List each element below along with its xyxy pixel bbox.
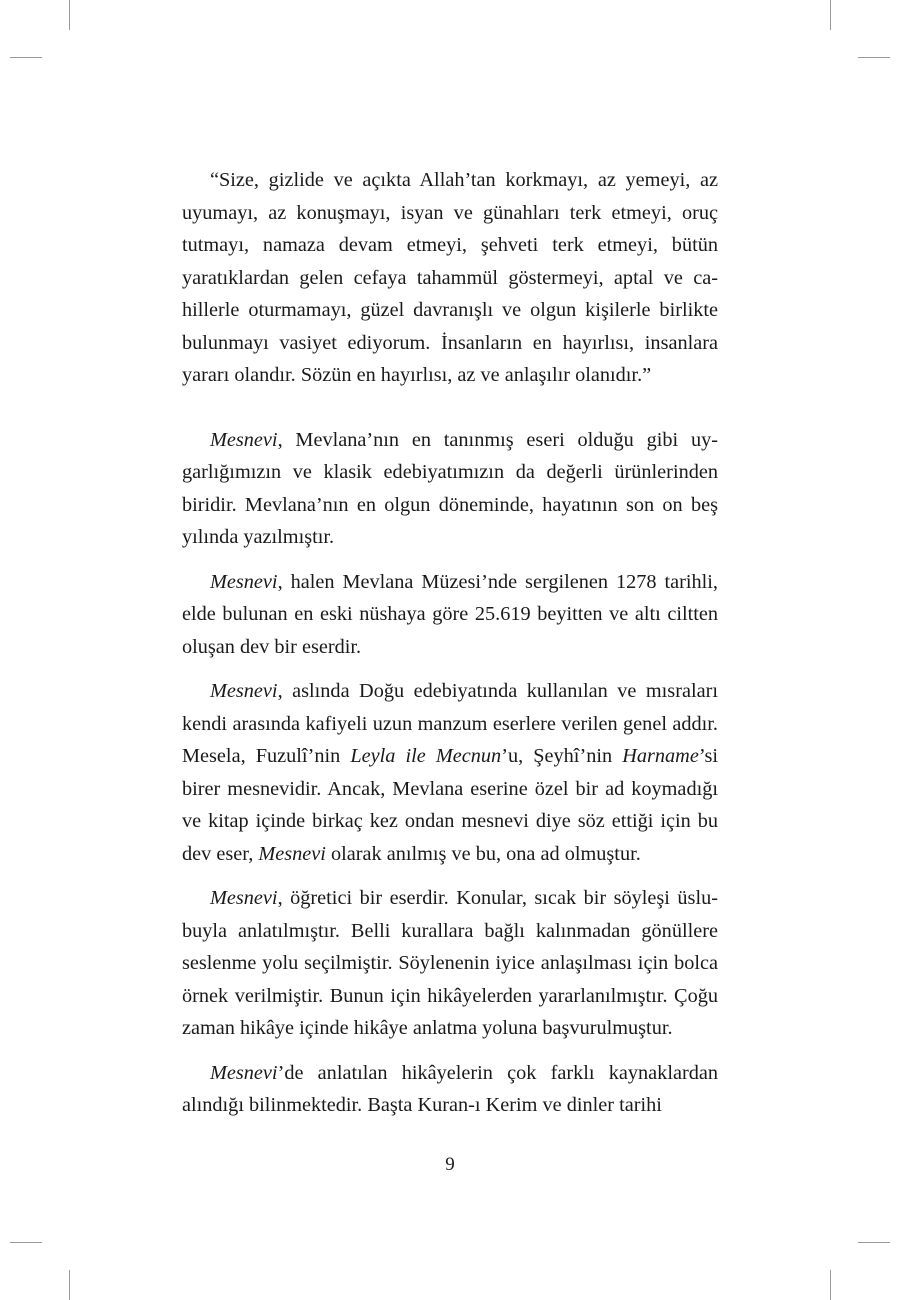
crop-mark-right-top: [858, 57, 890, 58]
crop-mark-left-top: [10, 57, 42, 58]
book-title: Mesnevi: [210, 428, 278, 451]
book-title: Mesnevi: [258, 842, 326, 865]
book-title: Mesnevi: [210, 887, 278, 909]
crop-mark-right-bottom: [858, 1242, 890, 1243]
crop-mark-left-bottom: [10, 1242, 42, 1243]
paragraph-5: Mesnevi’de anlatılan hikâyelerin çok farklı kaynaklardan alındığı bilinmektedir. Başta Kuran-ı Kerim ve dinler tarihi: [182, 1061, 718, 1116]
body-text: [182, 164, 718, 1122]
crop-mark-bottom-right: [830, 1270, 831, 1300]
work-title: Leyla ile Mecnun: [350, 745, 502, 767]
book-title: Mesnevi: [210, 1061, 278, 1084]
crop-mark-top-left: [69, 0, 70, 30]
quote-text: “Size, gizlide ve açıkta Allah’tan korkmayı, az yemeyi, az uyumayı, az konuşmayı, isyan ve günahları terk etmeyi, oruç tutmayı, namaza devam etmeyi, şehveti terk etmeyi, bütün yaratıklardan gelen cefaya tahammül göstermeyi, aptal ve cahillerle oturmamayı, güzel davranışlı ve olgun kişilerle birlikte bulunmayı vasiyet ediyorum. İnsanların en hayırlısı, insanlara yararı olandır. Sözün en hayırlısı, az ve anlaşılır olanıdır.”: [182, 169, 718, 386]
work-title: Harname: [622, 745, 699, 767]
quote-paragraph: [182, 164, 718, 392]
paragraph-2: Mesnevi, halen Mevlana Müzesi’nde sergilenen 1278 tarihli, elde bulunan en eski nüshaya göre 25.619 beyitten ve altı ciltten oluşan dev bir eserdir.: [182, 570, 718, 658]
page-number: 9: [445, 1154, 455, 1175]
crop-mark-bottom-left: [69, 1270, 70, 1300]
book-title: Mesnevi: [210, 570, 278, 593]
paragraph-1: Mesnevi, Mevlana’nın en tanınmış eseri olduğu gibi uygarlığımızın ve klasik edebiyatımızın da değerli ürünlerinden biridir. Mevlana’nın en olgun döneminde, hayatının son on beş yılında yazılmıştır.: [182, 428, 718, 548]
paragraph-4: Mesnevi, öğretici bir eserdir. Konular, sıcak bir söyleşi üslubuyla anlatılmıştır. Belli kurallara bağlı kalınmadan gönüllere seslenme yolu seçilmiştir. Söylenenin iyice anlaşılması için bolca örnek verilmiştir. Bunun için hikâyelerden yararlanılmıştır. Çoğu zaman hikâye içinde hikâye anlatma yoluna başvurulmuştur.: [182, 887, 718, 1039]
book-title: Mesnevi: [210, 680, 278, 702]
crop-mark-top-right: [830, 0, 831, 30]
paragraph-3: Mesnevi, aslında Doğu edebiyatında kullanılan ve mısraları kendi arasında kafiyeli uzun manzum eserlere verilen genel addır. Mesela, Fuzulî’nin Leyla ile Mecnun’u, Şeyhî’nin Harname’si birer mesnevidir. Ancak, Mevlana eserine özel bir ad koymadığı ve kitap içinde birkaç kez ondan mesnevi diye söz ettiği için bu dev eser, Mesnevi olarak anılmış ve bu, ona ad olmuştur.: [182, 680, 718, 865]
